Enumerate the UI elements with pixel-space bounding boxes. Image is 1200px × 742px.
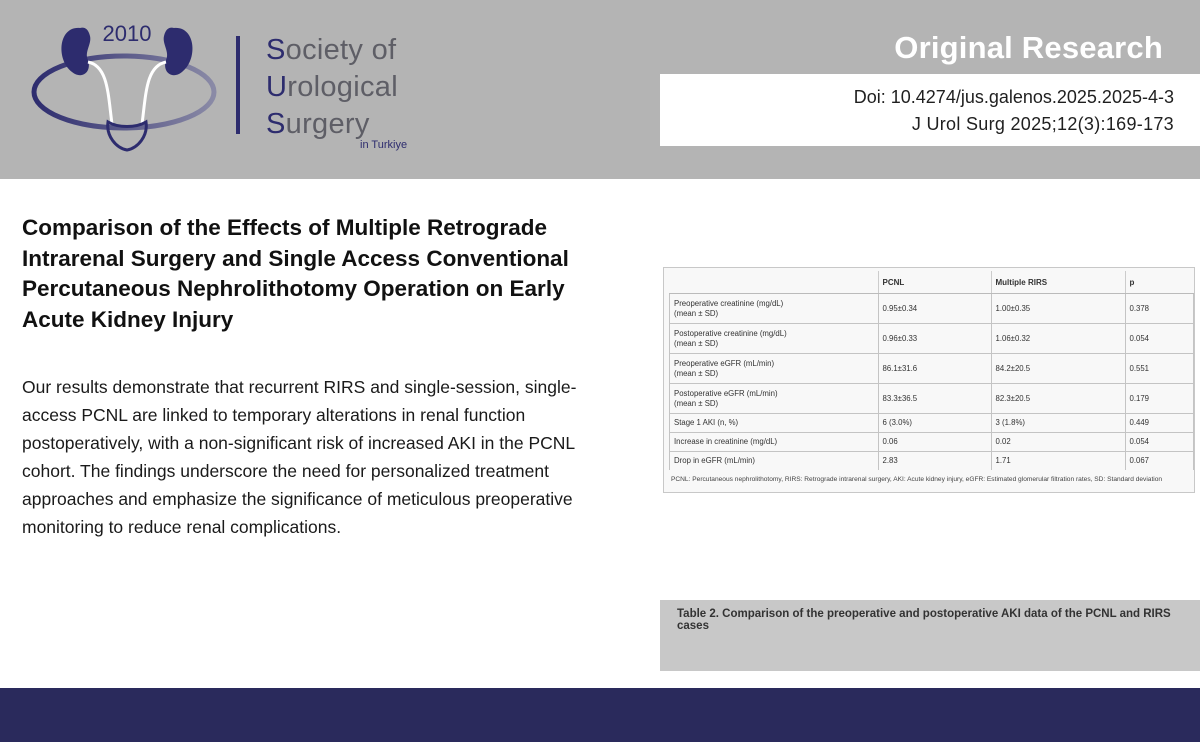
row-label: Postoperative creatinine (mg/dL) bbox=[674, 328, 787, 338]
table-row bbox=[670, 294, 1194, 324]
row-label: Postoperative eGFR (mL/min) bbox=[674, 388, 778, 398]
article-title: Comparison of the Effects of Multiple Retrograde Intrarenal Surgery and Single Access Conventional Percutaneous Nephrolithotomy Operation on Early Acute Kidney Injury bbox=[22, 215, 569, 332]
logo-ureter-left bbox=[88, 62, 112, 124]
cell-rirs: 84.2±20.5 bbox=[991, 354, 1125, 384]
cell-pcnl: 83.3±36.5 bbox=[878, 384, 991, 414]
cell-pcnl: 0.95±0.34 bbox=[878, 294, 991, 324]
table-row bbox=[670, 433, 1194, 452]
cell-pcnl: 0.96±0.33 bbox=[878, 324, 991, 354]
cell-pcnl: 6 (3.0%) bbox=[878, 414, 991, 433]
row-sublabel: (mean ± SD) bbox=[674, 308, 719, 318]
article-type-label: Original Research bbox=[894, 30, 1163, 65]
table-row bbox=[670, 452, 1194, 471]
logo-kidney-left bbox=[62, 28, 91, 76]
header-cell-rirs: Multiple RIRS bbox=[991, 271, 1125, 294]
header-cell-pcnl: PCNL bbox=[878, 271, 991, 294]
table-footnote: PCNL: Percutaneous nephrolithotomy, RIRS: Retrograde intrarenal surgery, AKI: Acute kidney injury, eGFR: Estimated glomerular filtration rates, SD: Standard deviation bbox=[671, 476, 1163, 483]
cell-rirs: 0.02 bbox=[991, 433, 1125, 452]
cell-p: 0.067 bbox=[1125, 452, 1194, 471]
row-sublabel: (mean ± SD) bbox=[674, 368, 719, 378]
doi-box bbox=[660, 74, 1200, 146]
row-label: Preoperative eGFR (mL/min) bbox=[674, 358, 775, 368]
doi-text: Doi: 10.4274/jus.galenos.2025.2025-4-3 bbox=[853, 87, 1174, 107]
cell-rirs: 82.3±20.5 bbox=[991, 384, 1125, 414]
header-band bbox=[0, 0, 1200, 179]
row-label: Drop in eGFR (mL/min) bbox=[670, 452, 879, 471]
logo-year: 2010 bbox=[102, 21, 152, 46]
table-row bbox=[670, 324, 1194, 354]
row-label: Preoperative creatinine (mg/dL) bbox=[674, 298, 784, 308]
logo-ureter-right bbox=[142, 62, 166, 124]
cell-p: 0.551 bbox=[1125, 354, 1194, 384]
cell-rirs: 1.06±0.32 bbox=[991, 324, 1125, 354]
cell-rirs: 3 (1.8%) bbox=[991, 414, 1125, 433]
row-sublabel: (mean ± SD) bbox=[674, 398, 719, 408]
citation-text: J Urol Surg 2025;12(3):169-173 bbox=[911, 114, 1174, 134]
table-caption-box bbox=[660, 600, 1200, 671]
cell-p: 0.054 bbox=[1125, 433, 1194, 452]
cell-p: 0.449 bbox=[1125, 414, 1194, 433]
article-summary: Our results demonstrate that recurrent RIRS and single-session, single-access PCNL are linked to temporary alterations in renal function postoperatively, with a non-significant risk of increased AKI in the PCNL cohort. The findings underscore the need for personalized treatment approaches and emphasize the significance of meticulous preoperative monitoring to reduce renal complications. bbox=[22, 377, 577, 537]
header-cell-label bbox=[670, 271, 879, 294]
table-row bbox=[670, 354, 1194, 384]
society-country: in Turkiye bbox=[360, 139, 408, 151]
cell-p: 0.179 bbox=[1125, 384, 1194, 414]
cell-pcnl: 86.1±31.6 bbox=[878, 354, 991, 384]
table-row bbox=[670, 384, 1194, 414]
table-caption: Table 2. Comparison of the preoperative and postoperative AKI data of the PCNL and RIRS cases bbox=[677, 608, 1171, 632]
society-logo-emblem bbox=[28, 14, 228, 164]
row-sublabel: (mean ± SD) bbox=[674, 338, 719, 348]
results-table-figure bbox=[663, 267, 1195, 493]
table-row bbox=[670, 414, 1194, 433]
row-label: Stage 1 AKI (n, %) bbox=[670, 414, 879, 433]
results-table bbox=[669, 271, 1194, 470]
cell-pcnl: 2.83 bbox=[878, 452, 991, 471]
logo-divider bbox=[236, 36, 240, 134]
cell-pcnl: 0.06 bbox=[878, 433, 991, 452]
row-label: Increase in creatinine (mg/dL) bbox=[670, 433, 879, 452]
cell-p: 0.378 bbox=[1125, 294, 1194, 324]
cell-rirs: 1.00±0.35 bbox=[991, 294, 1125, 324]
cell-rirs: 1.71 bbox=[991, 452, 1125, 471]
footer-band bbox=[0, 688, 1200, 742]
table-header-row bbox=[670, 271, 1194, 294]
society-name: Society of Urological Surgery bbox=[266, 34, 398, 140]
cell-p: 0.054 bbox=[1125, 324, 1194, 354]
header-cell-p: p bbox=[1125, 271, 1194, 294]
